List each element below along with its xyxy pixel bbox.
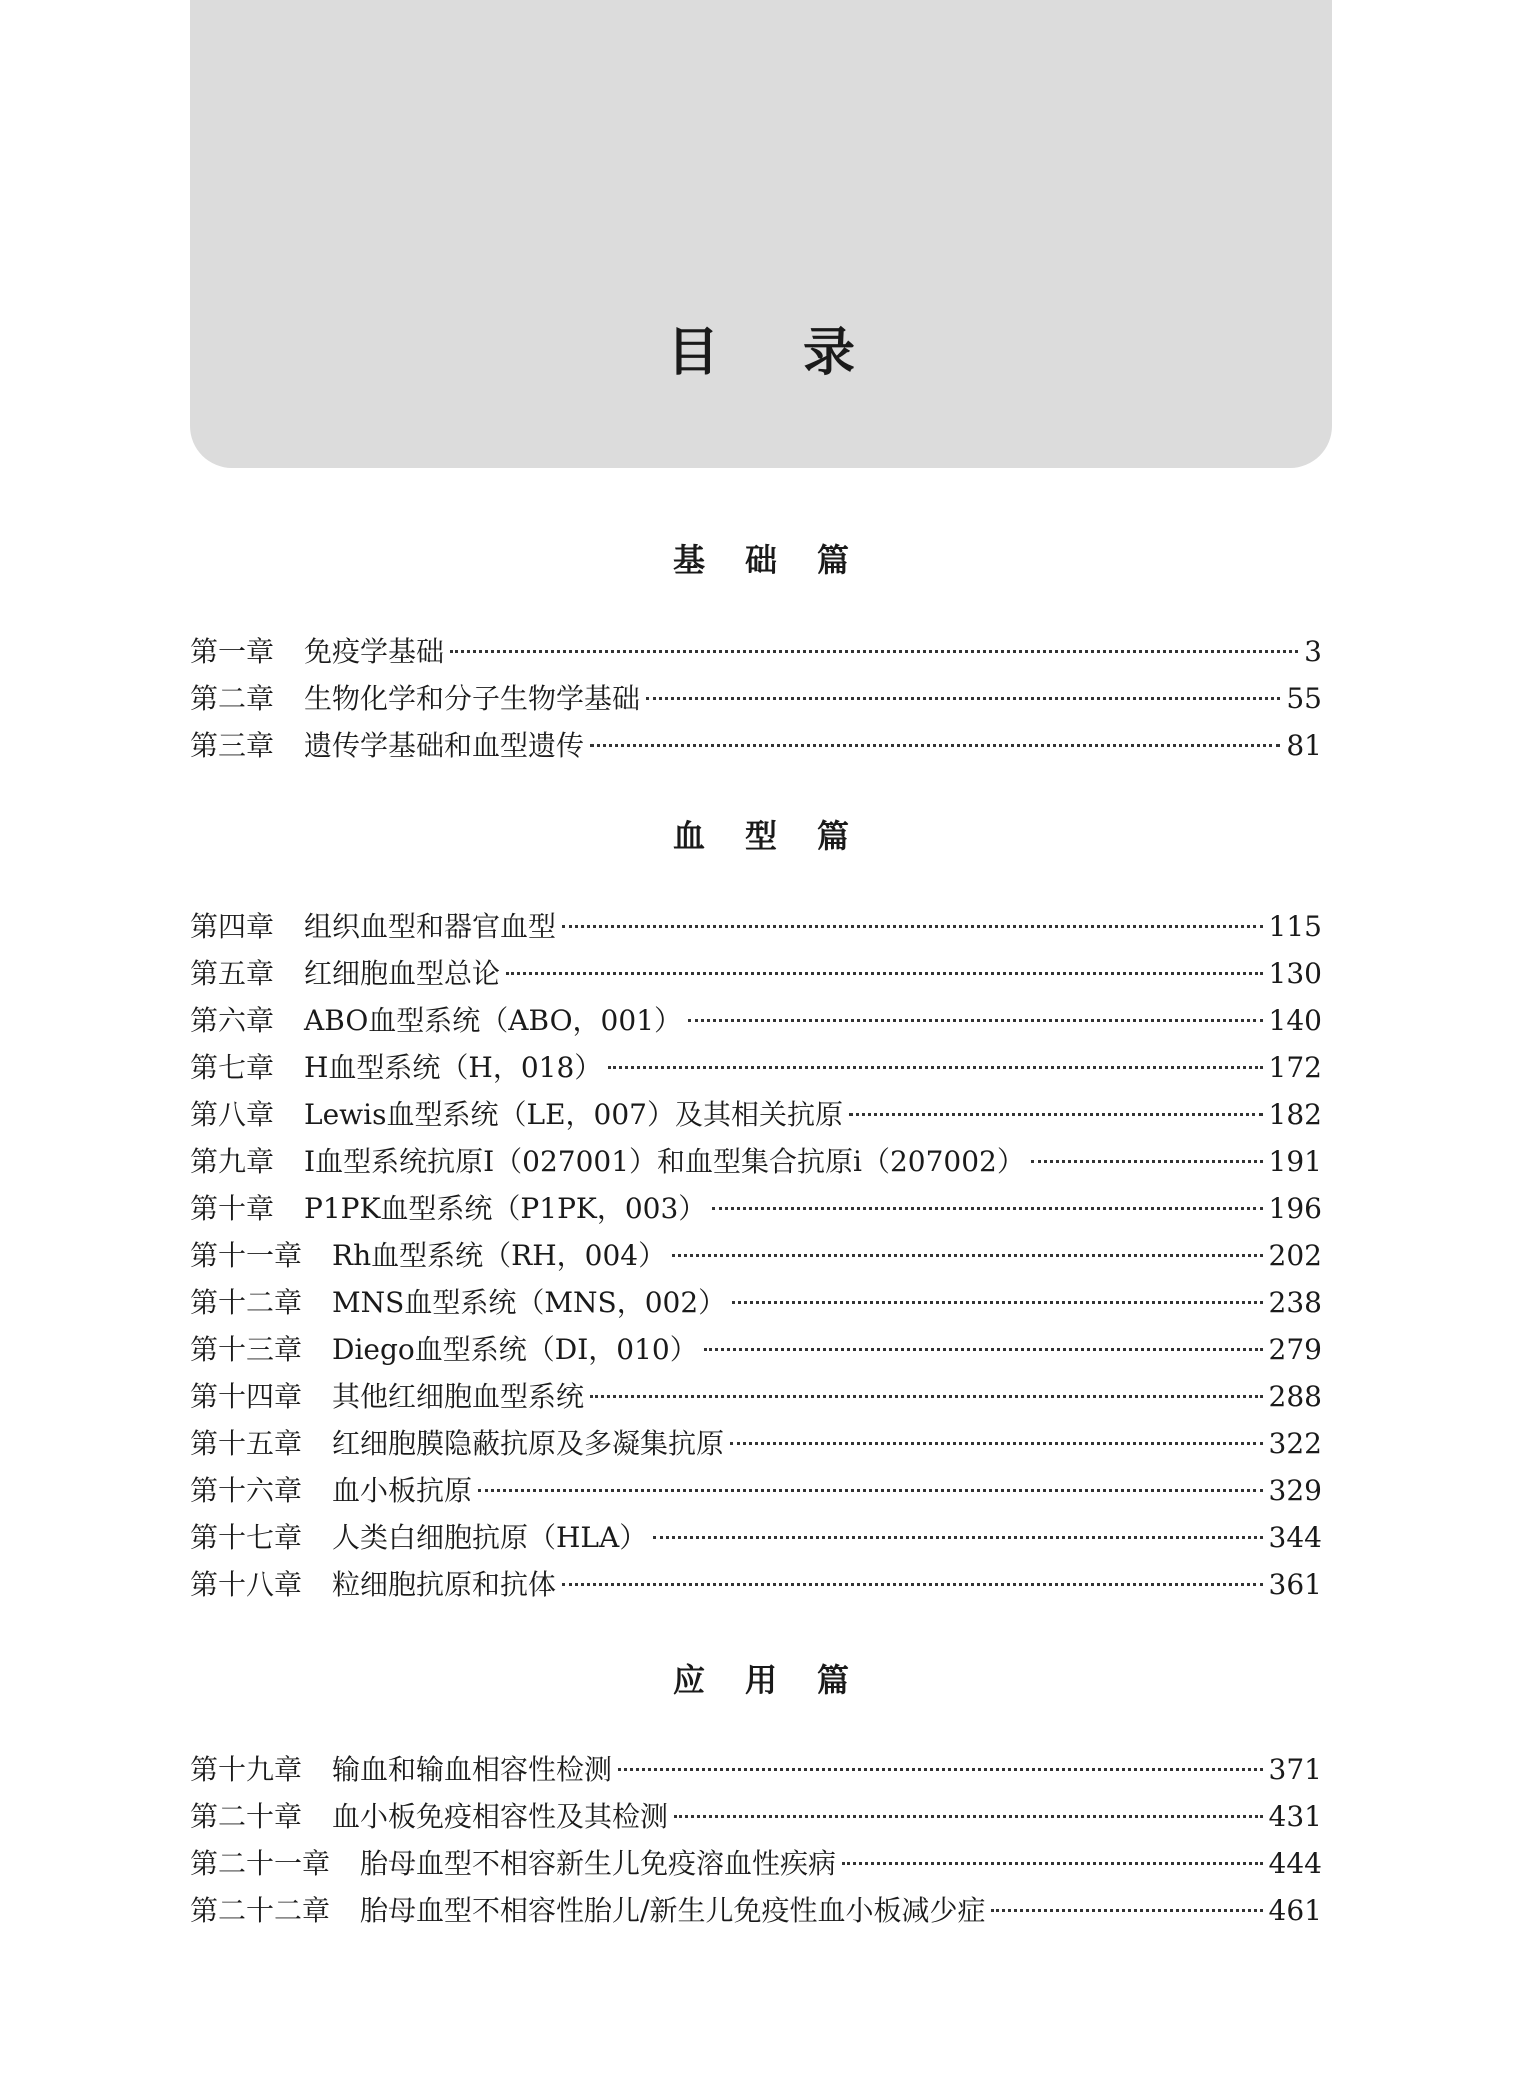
page-number: 196 [1268,1192,1322,1225]
chapter-number: 第七章 [190,1051,275,1084]
dot-leader [672,1254,1262,1257]
toc-entry[interactable] [190,679,1322,726]
chapter-title: 红细胞血型总论 [304,957,501,990]
toc-list-applications [190,1750,1322,1938]
dot-leader [590,744,1280,747]
toc-entry[interactable] [190,1142,1322,1189]
page-number: 344 [1268,1521,1322,1554]
chapter-title: I血型系统抗原I（027001）和血型集合抗原i（207002） [304,1145,1025,1178]
chapter-title: 组织血型和器官血型 [304,910,557,943]
chapter-title: 输血和输血相容性检测 [332,1753,613,1786]
toc-list-basics [190,632,1322,773]
page-number: 81 [1286,729,1322,762]
chapter-number: 第四章 [190,910,275,943]
dot-leader [506,972,1263,975]
dot-leader [842,1862,1263,1865]
chapter-number: 第一章 [190,635,275,668]
dot-leader [1031,1160,1263,1163]
dot-leader [674,1815,1263,1818]
page-number: 361 [1268,1568,1322,1601]
toc-entry[interactable] [190,1797,1322,1844]
dot-leader [618,1768,1263,1771]
toc-list-blood-types [190,907,1322,1612]
toc-entry[interactable] [190,1471,1322,1518]
chapter-title: P1PK血型系统（P1PK，003） [304,1192,707,1225]
chapter-number: 第十二章 [190,1286,303,1319]
page-number: 322 [1268,1427,1322,1460]
chapter-number: 第十五章 [190,1427,303,1460]
dot-leader [849,1113,1263,1116]
chapter-title: ABO血型系统（ABO，001） [304,1004,683,1037]
chapter-title: Rh血型系统（RH，004） [332,1239,667,1272]
dot-leader [590,1395,1263,1398]
chapter-number: 第三章 [190,729,275,762]
toc-entry[interactable] [190,1048,1322,1095]
page-number: 431 [1268,1800,1322,1833]
chapter-number: 第十九章 [190,1753,303,1786]
chapter-number: 第二十一章 [190,1847,331,1880]
section-title-blood-types: 血型篇 [672,817,889,855]
page-number: 115 [1268,910,1322,943]
page-number: 202 [1268,1239,1322,1272]
toc-entry[interactable] [190,726,1322,773]
page-number: 182 [1268,1098,1322,1131]
toc-entry[interactable] [190,1565,1322,1612]
chapter-number: 第九章 [190,1145,275,1178]
title-banner [190,0,1332,468]
chapter-title: 红细胞膜隐蔽抗原及多凝集抗原 [332,1427,725,1460]
chapter-number: 第十八章 [190,1568,303,1601]
chapter-title: 免疫学基础 [304,635,445,668]
toc-entry[interactable] [190,632,1322,679]
chapter-title: 血小板免疫相容性及其检测 [332,1800,669,1833]
chapter-number: 第二十二章 [190,1894,331,1927]
page-number: 238 [1268,1286,1322,1319]
chapter-title: 其他红细胞血型系统 [332,1380,585,1413]
dot-leader [712,1207,1262,1210]
toc-entry[interactable] [190,1377,1322,1424]
page-number: 3 [1304,635,1322,668]
dot-leader [450,650,1298,653]
chapter-title: Diego血型系统（DI，010） [332,1333,698,1366]
toc-entry[interactable] [190,1283,1322,1330]
dot-leader [688,1019,1263,1022]
page-number: 172 [1268,1051,1322,1084]
chapter-title: 粒细胞抗原和抗体 [332,1568,557,1601]
chapter-title: 胎母血型不相容性胎儿/新生儿免疫性血小板减少症 [360,1894,986,1927]
dot-leader [704,1348,1263,1351]
page-number: 288 [1268,1380,1322,1413]
page-number: 279 [1268,1333,1322,1366]
toc-entry[interactable] [190,1518,1322,1565]
toc-entry[interactable] [190,1330,1322,1377]
chapter-number: 第十章 [190,1192,275,1225]
dot-leader [732,1301,1262,1304]
page-number: 329 [1268,1474,1322,1507]
chapter-number: 第二十章 [190,1800,303,1833]
page-number: 371 [1268,1753,1322,1786]
dot-leader [478,1489,1263,1492]
page-number: 140 [1268,1004,1322,1037]
dot-leader [562,1583,1263,1586]
toc-entry[interactable] [190,1095,1322,1142]
toc-entry[interactable] [190,907,1322,954]
chapter-title: H血型系统（H，018） [304,1051,603,1084]
toc-entry[interactable] [190,1189,1322,1236]
dot-leader [991,1909,1262,1912]
chapter-number: 第十七章 [190,1521,303,1554]
dot-leader [653,1536,1262,1539]
chapter-title: 生物化学和分子生物学基础 [304,682,641,715]
chapter-number: 第五章 [190,957,275,990]
chapter-number: 第二章 [190,682,275,715]
chapter-title: 胎母血型不相容新生儿免疫溶血性疾病 [360,1847,837,1880]
dot-leader [562,925,1263,928]
dot-leader [608,1066,1262,1069]
section-title-basics: 基础篇 [672,541,889,579]
toc-entry[interactable] [190,1891,1322,1938]
dot-leader [730,1442,1263,1445]
page-number: 130 [1268,957,1322,990]
chapter-title: Lewis血型系统（LE，007）及其相关抗原 [304,1098,843,1131]
chapter-number: 第十一章 [190,1239,303,1272]
toc-entry[interactable] [190,1844,1322,1891]
chapter-title: 血小板抗原 [332,1474,473,1507]
page-number: 191 [1268,1145,1322,1178]
dot-leader [646,697,1280,700]
chapter-title: 人类白细胞抗原（HLA） [332,1521,648,1554]
page-number: 461 [1268,1894,1322,1927]
page-number: 55 [1286,682,1322,715]
chapter-title: MNS血型系统（MNS，002） [332,1286,727,1319]
section-title-applications: 应用篇 [672,1661,889,1699]
chapter-number: 第十四章 [190,1380,303,1413]
chapter-number: 第十三章 [190,1333,303,1366]
toc-entry[interactable] [190,1424,1322,1471]
toc-entry[interactable] [190,1001,1322,1048]
page-title: 目录 [666,322,939,383]
chapter-number: 第十六章 [190,1474,303,1507]
chapter-number: 第八章 [190,1098,275,1131]
toc-entry[interactable] [190,1236,1322,1283]
chapter-title: 遗传学基础和血型遗传 [304,729,585,762]
toc-entry[interactable] [190,954,1322,1001]
chapter-number: 第六章 [190,1004,275,1037]
toc-entry[interactable] [190,1750,1322,1797]
page-number: 444 [1268,1847,1322,1880]
